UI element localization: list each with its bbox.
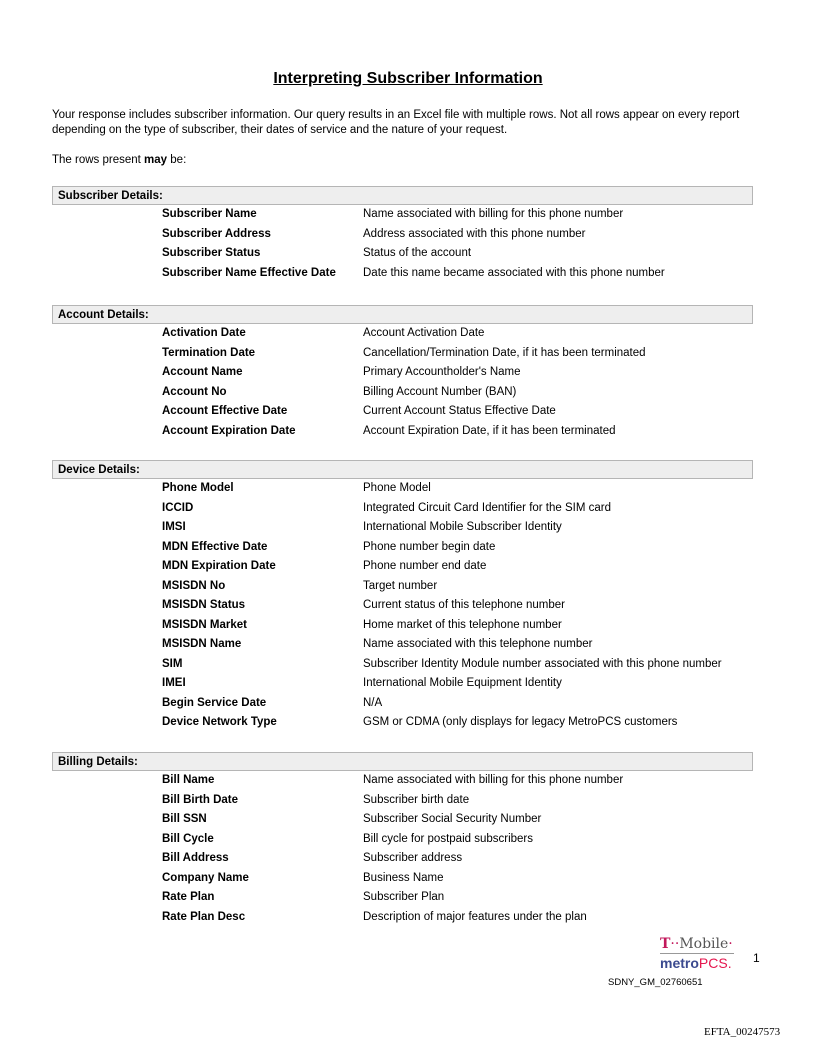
field-name: IMEI bbox=[162, 677, 186, 689]
field-row bbox=[52, 205, 753, 225]
field-name: MDN Effective Date bbox=[162, 540, 268, 553]
page-title: Interpreting Subscriber Information bbox=[273, 70, 543, 87]
field-row bbox=[52, 810, 753, 830]
field-name: Bill SSN bbox=[162, 813, 207, 825]
field-name: Account Expiration Date bbox=[162, 424, 296, 437]
field-name: Termination Date bbox=[162, 346, 256, 359]
field-description: Date this name became associated with this phone number bbox=[363, 266, 665, 279]
field-description: Cancellation/Termination Date, if it has been terminated bbox=[363, 346, 646, 359]
field-description: Home market of this telephone number bbox=[363, 618, 562, 631]
lead-text-end: be: bbox=[167, 154, 187, 166]
field-description: N/A bbox=[363, 696, 383, 709]
field-description: Description of major features under the plan bbox=[363, 910, 587, 923]
field-row bbox=[52, 694, 753, 714]
field-row bbox=[52, 655, 753, 675]
field-row bbox=[52, 888, 753, 908]
field-row bbox=[52, 635, 753, 655]
field-description: Subscriber birth date bbox=[363, 793, 470, 806]
field-description: Subscriber Plan bbox=[363, 891, 445, 903]
metropcs-wordmark: metroPCS. bbox=[660, 955, 732, 971]
tmobile-metropcs-logo bbox=[660, 936, 744, 976]
field-description: Subscriber Social Security Number bbox=[363, 813, 542, 825]
section-0 bbox=[52, 186, 753, 283]
field-name: Company Name bbox=[162, 871, 249, 884]
field-description: Phone number begin date bbox=[363, 540, 496, 553]
bates-number-efta: EFTA_00247573 bbox=[704, 1026, 781, 1038]
field-name: MSISDN Market bbox=[162, 618, 247, 631]
field-row bbox=[52, 363, 753, 383]
field-description: Subscriber address bbox=[363, 852, 463, 864]
field-row bbox=[52, 869, 753, 889]
tmobile-wordmark: T··Mobile· bbox=[660, 936, 733, 952]
field-name: MSISDN Name bbox=[162, 638, 242, 650]
logo-divider bbox=[660, 953, 734, 954]
field-description: Name associated with billing for this phone number bbox=[363, 208, 624, 220]
field-name: SIM bbox=[162, 657, 183, 670]
field-name: Subscriber Name Effective Date bbox=[162, 266, 336, 279]
field-description: International Mobile Equipment Identity bbox=[363, 677, 562, 689]
lead-text: The rows present bbox=[52, 154, 145, 166]
field-name: Bill Name bbox=[162, 774, 215, 786]
field-name: Device Network Type bbox=[162, 716, 277, 728]
section-header: Device Details: bbox=[52, 460, 753, 479]
field-row bbox=[52, 538, 753, 558]
field-row bbox=[52, 225, 753, 245]
field-description: Current status of this telephone number bbox=[363, 599, 566, 611]
field-row bbox=[52, 499, 753, 519]
field-name: Subscriber Status bbox=[162, 247, 261, 259]
section-header: Billing Details: bbox=[52, 752, 753, 771]
section-3 bbox=[52, 752, 753, 927]
field-description: Integrated Circuit Card Identifier for the SIM card bbox=[363, 501, 611, 514]
field-name: MDN Expiration Date bbox=[162, 560, 276, 572]
field-description: Business Name bbox=[363, 871, 444, 884]
field-description: Phone Model bbox=[363, 482, 431, 494]
field-description: Status of the account bbox=[363, 247, 472, 259]
section-header: Account Details: bbox=[52, 305, 753, 324]
field-description: Bill cycle for postpaid subscribers bbox=[363, 832, 534, 845]
field-row bbox=[52, 577, 753, 597]
field-description: Account Activation Date bbox=[363, 327, 485, 339]
field-row bbox=[52, 244, 753, 264]
field-description: Phone number end date bbox=[363, 560, 487, 572]
field-description: Current Account Status Effective Date bbox=[363, 405, 556, 417]
field-row bbox=[52, 830, 753, 850]
field-name: MSISDN Status bbox=[162, 599, 246, 611]
field-name: Rate Plan Desc bbox=[162, 910, 246, 923]
field-name: Bill Birth Date bbox=[162, 793, 239, 806]
field-description: Subscriber Identity Module number associated with this phone number bbox=[363, 657, 722, 670]
field-row bbox=[52, 264, 753, 284]
field-name: Account No bbox=[162, 385, 227, 398]
field-description: Account Expiration Date, if it has been terminated bbox=[363, 424, 616, 437]
section-2 bbox=[52, 460, 753, 733]
field-name: Rate Plan bbox=[162, 891, 215, 903]
field-description: Name associated with this telephone number bbox=[363, 638, 593, 650]
section-header: Subscriber Details: bbox=[52, 186, 753, 205]
field-description: Primary Accountholder's Name bbox=[363, 366, 521, 378]
field-name: Account Name bbox=[162, 366, 243, 378]
lead-sentence bbox=[52, 154, 186, 166]
field-row bbox=[52, 674, 753, 694]
section-1 bbox=[52, 305, 753, 441]
field-row bbox=[52, 344, 753, 364]
bates-number-sdny: SDNY_GM_02760651 bbox=[608, 977, 703, 988]
field-name: ICCID bbox=[162, 501, 194, 514]
field-name: Bill Cycle bbox=[162, 832, 214, 845]
field-description: Address associated with this phone number bbox=[363, 227, 586, 240]
field-description: GSM or CDMA (only displays for legacy MetroPCS customers bbox=[363, 716, 678, 728]
field-row bbox=[52, 324, 753, 344]
field-row bbox=[52, 383, 753, 403]
field-description: Name associated with billing for this phone number bbox=[363, 774, 624, 786]
field-name: MSISDN No bbox=[162, 579, 226, 592]
field-row bbox=[52, 596, 753, 616]
field-name: Subscriber Name bbox=[162, 208, 257, 220]
field-row bbox=[52, 791, 753, 811]
field-description: Billing Account Number (BAN) bbox=[363, 385, 517, 398]
field-description: International Mobile Subscriber Identity bbox=[363, 521, 562, 533]
field-description: Target number bbox=[363, 579, 438, 592]
field-row bbox=[52, 771, 753, 791]
field-name: IMSI bbox=[162, 521, 186, 533]
field-row bbox=[52, 616, 753, 636]
intro-paragraph: Your response includes subscriber information. Our query results in an Excel file with multiple rows. Not all rows appear on every report depending on the type of subscriber, their dates of service and the nature of your request. bbox=[52, 109, 740, 136]
field-row bbox=[52, 402, 753, 422]
field-row bbox=[52, 422, 753, 442]
field-row bbox=[52, 479, 753, 499]
field-row bbox=[52, 908, 753, 928]
field-row bbox=[52, 713, 753, 733]
field-row bbox=[52, 557, 753, 577]
field-row bbox=[52, 849, 753, 869]
page-number: 1 bbox=[753, 951, 760, 965]
lead-emphasis: may bbox=[144, 154, 168, 166]
field-name: Account Effective Date bbox=[162, 405, 288, 417]
field-name: Phone Model bbox=[162, 482, 234, 494]
field-name: Subscriber Address bbox=[162, 227, 271, 240]
field-name: Begin Service Date bbox=[162, 696, 267, 709]
field-name: Activation Date bbox=[162, 327, 246, 339]
field-name: Bill Address bbox=[162, 852, 229, 864]
field-row bbox=[52, 518, 753, 538]
